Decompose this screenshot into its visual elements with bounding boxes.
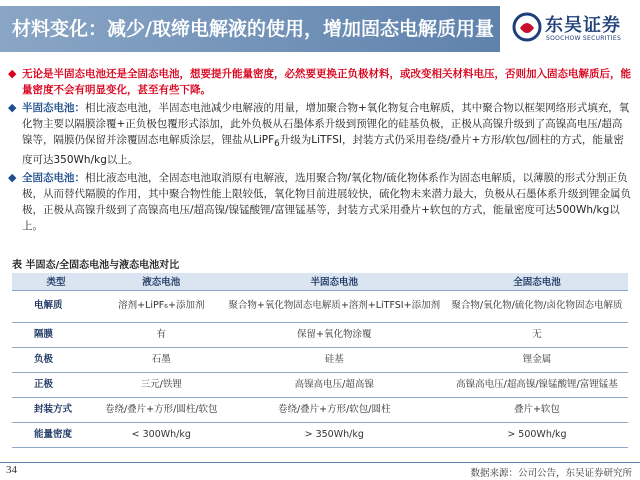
company-logo <box>512 8 632 50</box>
semi-solid-text-post: 升级为LiTFSI，封装方式仍采用卷绕/叠片+方形/软包/圆柱的方式，能量密度可达350Wh/kg以上。 <box>22 134 624 167</box>
content-body <box>8 66 632 236</box>
page-title: 材料变化：减少/取缔电解液的使用，增加固态电解质用量 <box>12 18 494 40</box>
cell-all-solid: 高镍高电压/超高镍/镍锰酸锂/富锂锰基 <box>446 372 628 397</box>
footer-divider <box>0 462 640 463</box>
diamond-bullet-icon: ◆ <box>8 101 17 114</box>
table-header-row <box>12 273 628 290</box>
title-bar <box>0 6 500 52</box>
cell-all-solid: 锂金属 <box>446 347 628 372</box>
table-row <box>12 290 628 322</box>
page-number: 34 <box>6 464 17 476</box>
semi-solid-bullet <box>8 100 632 168</box>
row-label: 隔膜 <box>12 322 100 347</box>
data-source: 数据来源：公司公告，东吴证券研究所 <box>470 468 632 479</box>
diamond-bullet-icon: ◆ <box>8 67 17 80</box>
all-solid-text: 相比液态电池，全固态电池取消原有电解液，选用聚合物/氧化物/硫化物体系作为固态电解质，以薄膜的形式分割正负极，从而替代隔膜的作用，其中聚合物性能上限较低，氧化物目前进展较快，硫化物未来潜力最大，负极从石墨体系升级到锂金属负极，正极从高镍升级到了高镍高电压/超高镍/镍锰酸锂/富锂锰基等，封装方式采用叠片+软包的方式，能量密度可达500Wh/kg以上。 <box>22 172 631 233</box>
row-label: 能量密度 <box>12 422 100 447</box>
cell-liquid: 三元/铁锂 <box>100 372 223 397</box>
header-liquid: 液态电池 <box>100 273 223 290</box>
comparison-table <box>12 273 628 448</box>
cell-liquid: 溶剂+LiPF₆+添加剂 <box>100 290 223 322</box>
cell-all-solid: 无 <box>446 322 628 347</box>
cell-liquid: 卷绕/叠片+方形/圆柱/软包 <box>100 397 223 422</box>
key-point-bullet <box>8 66 632 98</box>
semi-solid-subscript: 6 <box>274 139 280 150</box>
row-label: 电解质 <box>12 290 100 322</box>
logo-mark-icon <box>512 12 542 42</box>
table-row <box>12 397 628 422</box>
cell-semi-solid: 卷绕/叠片+方形/软包/圆柱 <box>223 397 446 422</box>
cell-all-solid: 聚合物/氧化物/硫化物/卤化物固态电解质 <box>446 290 628 322</box>
semi-solid-text-pre: 相比液态电池，半固态电池减少电解液的用量，增加聚合物+氧化物复合电解质，其中聚合物以框架网络形式填充，氧化物主要以隔膜涂覆+正负极包覆形式添加，此外负极从石墨体系升级到预锂化的硅基负极，正极从高镍升级到了高镍高电压/超高镍等，隔膜仍保留并涂覆固态电解质涂层，锂盐从LiPF <box>22 102 630 146</box>
cell-all-solid: > 500Wh/kg <box>446 422 628 447</box>
cell-liquid: 石墨 <box>100 347 223 372</box>
cell-semi-solid: 保留+氧化物涂覆 <box>223 322 446 347</box>
header-all-solid: 全固态电池 <box>446 273 628 290</box>
table-row <box>12 372 628 397</box>
row-label: 正极 <box>12 372 100 397</box>
all-solid-lead: 全固态电池： <box>22 172 85 185</box>
header-type: 类型 <box>12 273 100 290</box>
cell-liquid: < 300Wh/kg <box>100 422 223 447</box>
key-point-text: 无论是半固态电池还是全固态电池，想要提升能量密度，必然要更换正负极材料，或改变相关材料电压，否则加入固态电解质后，能量密度不会有明显变化，甚至有些下降。 <box>22 68 631 96</box>
logo-text-cn: 东吴证券 <box>545 15 621 36</box>
table-row <box>12 322 628 347</box>
slide-header <box>0 0 640 58</box>
cell-liquid: 有 <box>100 322 223 347</box>
diamond-bullet-icon: ◆ <box>8 171 17 185</box>
cell-semi-solid: 高镍高电压/超高镍 <box>223 372 446 397</box>
row-label: 负极 <box>12 347 100 372</box>
cell-all-solid: 叠片+软包 <box>446 397 628 422</box>
cell-semi-solid: 硅基 <box>223 347 446 372</box>
cell-semi-solid: 聚合物+氧化物固态电解质+溶剂+LiTFSI+添加剂 <box>223 290 446 322</box>
logo-text-en: SOOCHOW SECURITIES <box>546 35 622 42</box>
table-row <box>12 422 628 447</box>
table-row <box>12 347 628 372</box>
all-solid-bullet <box>8 170 632 234</box>
row-label: 封装方式 <box>12 397 100 422</box>
table-title: 表 半固态/全固态电池与液态电池对比 <box>12 260 180 271</box>
semi-solid-lead: 半固态电池： <box>22 102 85 114</box>
header-semi-solid: 半固态电池 <box>223 273 446 290</box>
cell-semi-solid: > 350Wh/kg <box>223 422 446 447</box>
